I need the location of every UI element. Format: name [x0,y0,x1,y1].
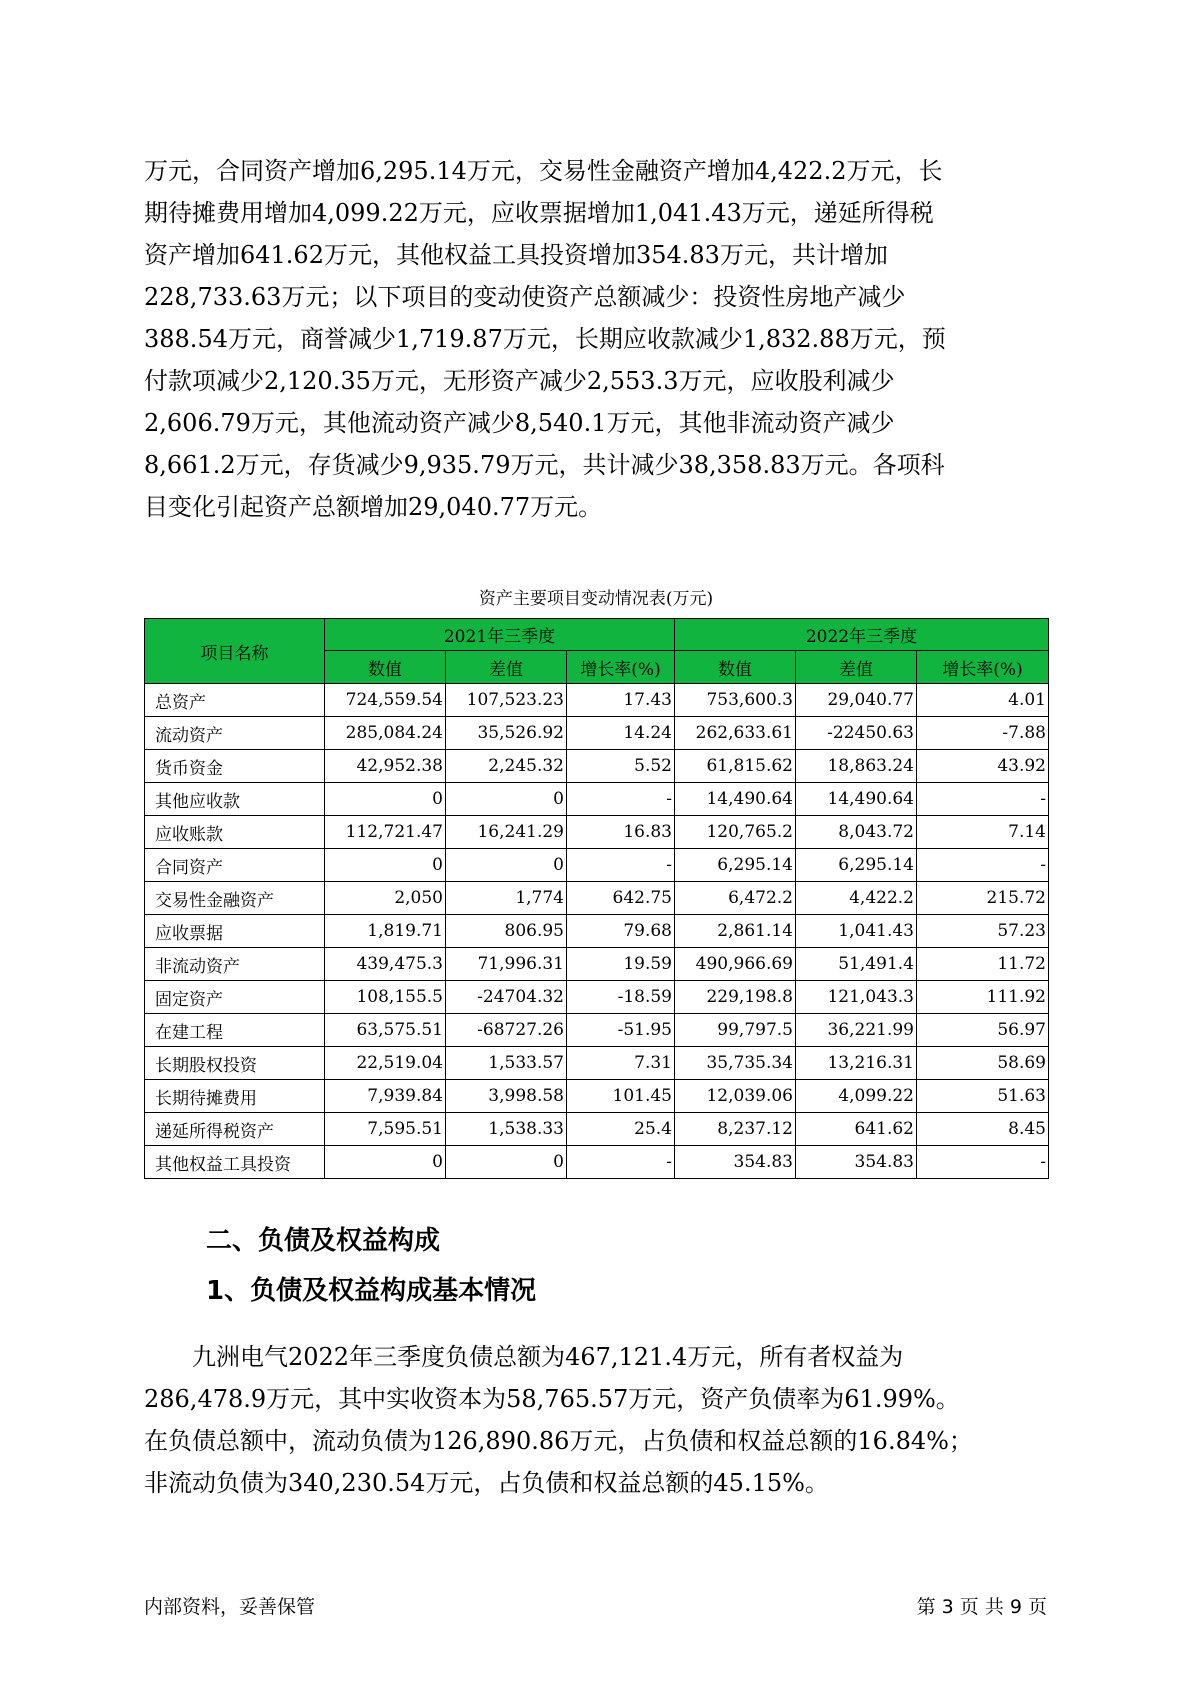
table-cell: 641.62 [796,1113,917,1146]
table-cell: 0 [325,783,446,816]
table-cell: 753,600.3 [675,684,796,717]
table-row [145,981,1049,1014]
table-cell: -7.88 [917,717,1049,750]
table-cell: 108,155.5 [325,981,446,1014]
table-cell: 354.83 [796,1146,917,1179]
table-cell: 1,533.57 [446,1047,567,1080]
table-row [145,783,1049,816]
subsection-heading: 1、负债及权益构成基本情况 [206,1276,537,1306]
table-cell: - [917,1146,1049,1179]
asset-change-table [144,618,1049,1179]
table-cell: 642.75 [567,882,675,915]
table-row [145,1146,1049,1179]
table-cell: 71,996.31 [446,948,567,981]
table-cell: 215.72 [917,882,1049,915]
table-cell: 7,939.84 [325,1080,446,1113]
text-line: 2,606.79万元，其他流动资产减少8,540.1万元，其他非流动资产减少 [144,409,895,437]
table-cell: 1,774 [446,882,567,915]
table-row [145,717,1049,750]
table-row [145,816,1049,849]
table-row [145,849,1049,882]
table-cell: 0 [325,1146,446,1179]
text-line: 期待摊费用增加4,099.22万元，应收票据增加1,041.43万元，递延所得税 [144,199,934,227]
table-row [145,1047,1049,1080]
table-cell: 14,490.64 [796,783,917,816]
row-label: 递延所得税资产 [145,1113,325,1146]
row-label: 长期待摊费用 [145,1080,325,1113]
table-row [145,1113,1049,1146]
table-cell: - [917,849,1049,882]
table-cell: 43.92 [917,750,1049,783]
table-cell: 2,245.32 [446,750,567,783]
table-cell: 35,526.92 [446,717,567,750]
text-line: 万元，合同资产增加6,295.14万元，交易性金融资产增加4,422.2万元，长 [144,157,943,185]
text-line: 付款项减少2,120.35万元，无形资产减少2,553.3万元，应收股利减少 [144,367,895,395]
table-cell: 8,043.72 [796,816,917,849]
text-line: 资产增加641.62万元，其他权益工具投资增加354.83万元，共计增加 [144,241,888,269]
row-label: 非流动资产 [145,948,325,981]
table-cell: 229,198.8 [675,981,796,1014]
table-cell: 107,523.23 [446,684,567,717]
table-row [145,882,1049,915]
header-rate-2022: 增长率(%) [917,651,1049,684]
table-cell: 25.4 [567,1113,675,1146]
table-cell: 11.72 [917,948,1049,981]
table-cell: -22450.63 [796,717,917,750]
table-cell: 6,295.14 [796,849,917,882]
table-cell: 12,039.06 [675,1080,796,1113]
table-cell: 36,221.99 [796,1014,917,1047]
row-label: 应收票据 [145,915,325,948]
table-cell: 0 [325,849,446,882]
table-cell: 99,797.5 [675,1014,796,1047]
table-cell: 7,595.51 [325,1113,446,1146]
table-cell: 101.45 [567,1080,675,1113]
table-cell: 79.68 [567,915,675,948]
row-label: 在建工程 [145,1014,325,1047]
table-cell: 439,475.3 [325,948,446,981]
table-cell: 29,040.77 [796,684,917,717]
table-cell: 490,966.69 [675,948,796,981]
section-heading: 二、负债及权益构成 [206,1226,441,1256]
row-label: 其他应收款 [145,783,325,816]
table-cell: 16.83 [567,816,675,849]
table-cell: - [567,783,675,816]
header-value-2021: 数值 [325,651,446,684]
table-cell: 51,491.4 [796,948,917,981]
footer-confidential-note: 内部资料，妥善保管 [144,1596,316,1618]
table-cell: 354.83 [675,1146,796,1179]
table-row [145,1080,1049,1113]
table-cell: 63,575.51 [325,1014,446,1047]
table-cell: 22,519.04 [325,1047,446,1080]
table-cell: -68727.26 [446,1014,567,1047]
text-line: 388.54万元，商誉减少1,719.87万元，长期应收款减少1,832.88万元，预 [144,325,946,353]
table-cell: 0 [446,1146,567,1179]
table-cell: 724,559.54 [325,684,446,717]
row-label: 交易性金融资产 [145,882,325,915]
table-cell: 57.23 [917,915,1049,948]
table-cell: 121,043.3 [796,981,917,1014]
table-cell: 0 [446,849,567,882]
header-group-2022: 2022年三季度 [675,619,1049,651]
table-body [145,684,1049,1179]
row-label: 合同资产 [145,849,325,882]
paragraph-liabilities [144,1336,1048,1504]
table-cell: 1,041.43 [796,915,917,948]
header-group-2021: 2021年三季度 [325,619,675,651]
table-cell: -51.95 [567,1014,675,1047]
table-cell: 8,237.12 [675,1113,796,1146]
row-label: 流动资产 [145,717,325,750]
table-cell: 58.69 [917,1047,1049,1080]
row-label: 其他权益工具投资 [145,1146,325,1179]
table-cell: 262,633.61 [675,717,796,750]
header-value-2022: 数值 [675,651,796,684]
table-row [145,948,1049,981]
table-cell: 14.24 [567,717,675,750]
table-cell: 4,099.22 [796,1080,917,1113]
table-cell: 56.97 [917,1014,1049,1047]
table-cell: 18,863.24 [796,750,917,783]
row-label: 总资产 [145,684,325,717]
table-cell: 6,472.2 [675,882,796,915]
footer-page-number: 第 3 页 共 9 页 [916,1596,1047,1618]
table-cell: 6,295.14 [675,849,796,882]
row-label: 长期股权投资 [145,1047,325,1080]
table-cell: 7.14 [917,816,1049,849]
text-line: 286,478.9万元，其中实收资本为58,765.57万元，资产负债率为61.99%。 [144,1385,960,1413]
text-line: 目变化引起资产总额增加29,040.77万元。 [144,493,603,521]
table-cell: 1,819.71 [325,915,446,948]
table-cell: 3,998.58 [446,1080,567,1113]
table-cell: 120,765.2 [675,816,796,849]
row-label: 应收账款 [145,816,325,849]
row-label: 货币资金 [145,750,325,783]
table-cell: 35,735.34 [675,1047,796,1080]
text-line: 8,661.2万元，存货减少9,935.79万元，共计减少38,358.83万元。各项科 [144,451,945,479]
table-cell: 17.43 [567,684,675,717]
row-label: 固定资产 [145,981,325,1014]
table-cell: 13,216.31 [796,1047,917,1080]
table-cell: 14,490.64 [675,783,796,816]
table-cell: 7.31 [567,1047,675,1080]
table-cell: 8.45 [917,1113,1049,1146]
table-row [145,750,1049,783]
table-cell: -24704.32 [446,981,567,1014]
table-cell: 42,952.38 [325,750,446,783]
table-cell: - [917,783,1049,816]
header-diff-2021: 差值 [446,651,567,684]
header-rate-2021: 增长率(%) [567,651,675,684]
header-item-name: 项目名称 [145,619,325,684]
table-cell: 2,861.14 [675,915,796,948]
header-diff-2022: 差值 [796,651,917,684]
table-cell: 51.63 [917,1080,1049,1113]
table-cell: 112,721.47 [325,816,446,849]
table-row [145,684,1049,717]
table-cell: 111.92 [917,981,1049,1014]
table-cell: 61,815.62 [675,750,796,783]
table-cell: 4.01 [917,684,1049,717]
paragraph-asset-changes [144,150,1048,528]
text-line: 在负债总额中，流动负债为126,890.86万元，占负债和权益总额的16.84%； [144,1427,973,1455]
table-cell: - [567,1146,675,1179]
table-cell: -18.59 [567,981,675,1014]
table-cell: 285,084.24 [325,717,446,750]
text-line: 九洲电气2022年三季度负债总额为467,121.4万元，所有者权益为 [144,1343,904,1371]
table-cell: 16,241.29 [446,816,567,849]
table-cell: 5.52 [567,750,675,783]
table-row [145,915,1049,948]
table-cell: 4,422.2 [796,882,917,915]
text-line: 非流动负债为340,230.54万元，占负债和权益总额的45.15%。 [144,1469,829,1497]
text-line: 228,733.63万元；以下项目的变动使资产总额减少：投资性房地产减少 [144,283,906,311]
table-cell: - [567,849,675,882]
table-cell: 1,538.33 [446,1113,567,1146]
table-caption: 资产主要项目变动情况表(万元) [478,589,714,609]
table-cell: 806.95 [446,915,567,948]
table-cell: 19.59 [567,948,675,981]
table-row [145,1014,1049,1047]
table-cell: 0 [446,783,567,816]
table-cell: 2,050 [325,882,446,915]
